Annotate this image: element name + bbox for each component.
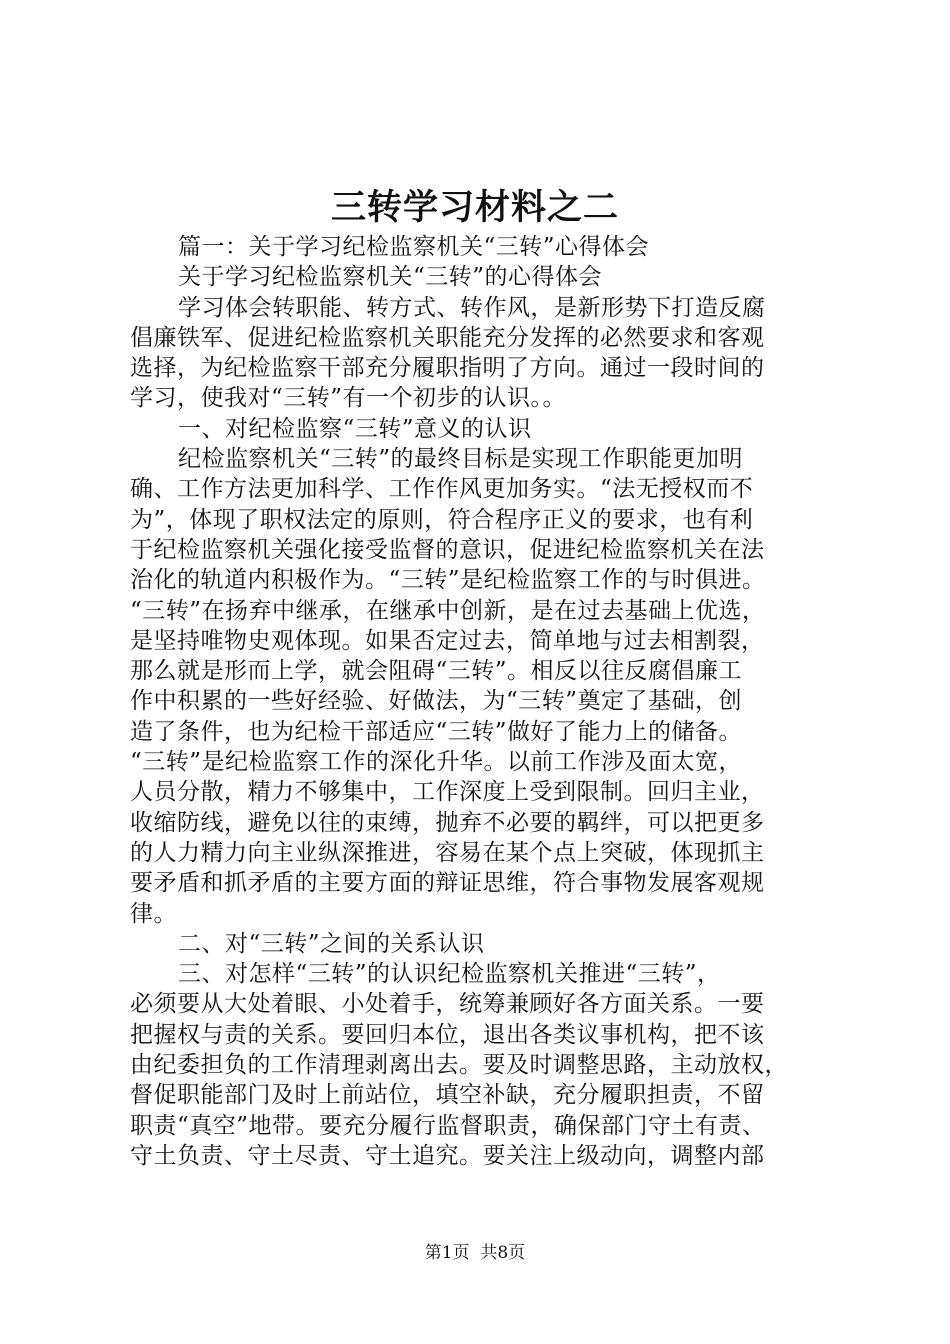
text-line: 关于学习纪检监察机关“三转”的心得体会 [178, 264, 603, 291]
page-footer [0, 1241, 950, 1265]
text-line: 职责“真空”地带。要充分履行监督职责，确保部门守土有责、 [130, 1112, 766, 1139]
text-line: 治化的轨道内积极作为。“三转”是纪检监察工作的与时俱进。 [130, 567, 766, 594]
text-line: “三转”是纪检监察工作的深化升华。以前工作涉及面太宽， [130, 749, 743, 776]
text-line: 学习，使我对“三转”有一个初步的认识。。 [130, 385, 567, 412]
text-line: 于纪检监察机关强化接受监督的意识，促进纪检监察机关在法 [130, 536, 765, 563]
text-line: 收缩防线，避免以往的束缚，抛弃不必要的羁绊，可以把更多 [130, 809, 765, 836]
text-line: 选择，为纪检监察干部充分履职指明了方向。通过一段时间的 [130, 355, 765, 382]
text-line: 造了条件，也为纪检干部适应“三转”做好了能力上的储备。 [130, 718, 743, 745]
text-line: 守土负责、守土尽责、守土追究。要关注上级动向，调整内部 [130, 1142, 765, 1169]
document-body [130, 232, 840, 1171]
page-number: 第1页 [424, 1243, 470, 1263]
text-line: 那么就是形而上学，就会阻碍“三转”。相反以往反腐倡廉工 [130, 658, 743, 685]
text-line: 是坚持唯物史观体现。如果否定过去，简单地与过去相割裂， [130, 627, 765, 654]
text-line: 三、对怎样“三转”的认识纪检监察机关推进“三转”， [178, 961, 721, 988]
text-line: 必须要从大处着眼、小处着手，统筹兼顾好各方面关系。一要 [130, 991, 765, 1018]
text-line: 二、对“三转”之间的关系认识 [178, 930, 485, 957]
text-line: 确、工作方法更加科学、工作作风更加务实。“法无授权而不 [130, 476, 754, 503]
text-line: 学习体会转职能、转方式、转作风，是新形势下打造反腐 [178, 294, 766, 321]
text-line: 督促职能部门及时上前站位，填空补缺，充分履职担责，不留 [130, 1082, 765, 1109]
text-line: 要矛盾和抓矛盾的主要方面的辩证思维，符合事物发展客观规 [130, 870, 765, 897]
text-line: 的人力精力向主业纵深推进，容易在某个点上突破，体现抓主 [130, 839, 765, 866]
text-line: “三转”在扬弃中继承，在继承中创新，是在过去基础上优选， [130, 597, 766, 624]
text-line: 一、对纪检监察“三转”意义的认识 [178, 415, 532, 442]
text-line: 人员分散，精力不够集中，工作深度上受到限制。回归主业， [130, 779, 765, 806]
page-total: 共8页 [480, 1243, 526, 1263]
text-line: 纪检监察机关“三转”的最终目标是实现工作职能更加明 [178, 446, 744, 473]
text-line: 律。 [130, 900, 177, 927]
text-line: 篇一：关于学习纪检监察机关“三转”心得体会 [178, 234, 650, 260]
text-line: 由纪委担负的工作清理剥离出去。要及时调整思路，主动放权， [130, 1052, 788, 1079]
text-line: 倡廉铁军、促进纪检监察机关职能充分发挥的必然要求和客观 [130, 324, 765, 351]
text-line: 作中积累的一些好经验、好做法，为“三转”奠定了基础，创 [130, 688, 743, 715]
document-title: 三转学习材料之二 [330, 187, 619, 228]
text-line: 为”，体现了职权法定的原则，符合程序正义的要求，也有利 [130, 506, 754, 533]
text-line: 把握权与责的关系。要回归本位，退出各类议事机构，把不该 [130, 1021, 765, 1048]
